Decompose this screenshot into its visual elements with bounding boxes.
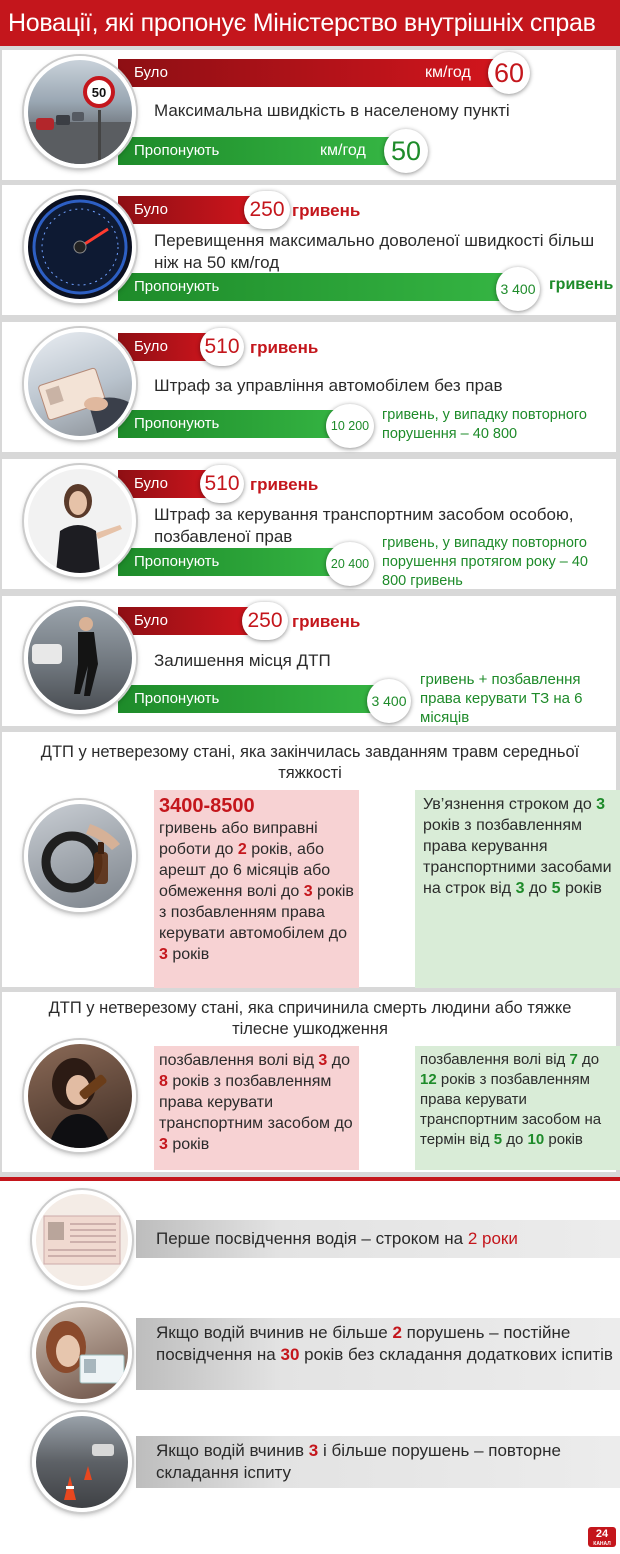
speed-sign-photo — [24, 56, 136, 168]
item-description: Перевищення максимально доволеної швидкості більш ніж на 50 км/год — [154, 231, 595, 272]
item-description: Максимальна швидкість в населеному пункті — [154, 101, 510, 120]
driver-license-photo — [32, 1190, 132, 1290]
license-rule-first — [136, 1220, 620, 1258]
new-value: 3 400 — [371, 693, 407, 709]
old-value-bubble — [488, 52, 530, 94]
penalty-number: 3 — [515, 880, 525, 897]
penalty-number: 3 — [318, 1052, 328, 1069]
new-value-note: гривень + позбавлення права керувати ТЗ на 6 місяців — [420, 671, 583, 726]
proposed-label: Пропонують — [134, 553, 220, 570]
proposed-label: Пропонують — [134, 690, 220, 707]
was-label: Було — [134, 475, 168, 492]
proposed-bar — [118, 273, 513, 301]
penalty-number: 3 — [303, 883, 313, 900]
old-unit: гривень — [250, 338, 319, 357]
penalty-text: до — [502, 1131, 528, 1148]
old-value: 510 — [204, 335, 240, 358]
penalty-number: 5 — [551, 880, 561, 897]
item-description: Залишення місця ДТП — [154, 651, 331, 670]
new-value: 10 200 — [330, 419, 370, 433]
new-value-note: гривень, у випадку повторного порушення – 40 800 — [382, 407, 587, 442]
new-value: 20 400 — [330, 557, 370, 571]
penalty-text: років — [544, 1131, 583, 1148]
penalty-number: 7 — [569, 1051, 578, 1068]
new-value-bubble — [326, 542, 374, 586]
license-rule-few-violations — [136, 1318, 620, 1390]
dui-death-current-penalty — [154, 1046, 359, 1170]
was-label: Було — [134, 64, 168, 81]
dui-injury-current-penalty — [154, 790, 359, 988]
old-value: 60 — [493, 58, 525, 88]
proposed-bar — [118, 548, 348, 576]
penalty-text: до — [577, 1051, 600, 1068]
woman-shrugging-photo — [24, 465, 136, 577]
new-value-bubble — [367, 679, 411, 723]
license-rule-many-violations — [136, 1436, 620, 1488]
dui-death-proposed-penalty — [415, 1046, 620, 1170]
penalty-number: 3 — [159, 1136, 168, 1153]
new-unit: км/год — [320, 142, 366, 159]
logo-number: 24 — [595, 1528, 609, 1540]
penalty-text: років — [167, 1136, 210, 1153]
fine-range: 3400-8500 — [159, 795, 255, 817]
old-unit: км/год — [425, 64, 471, 81]
penalty-text: років з позбавленням права керувати транспортним засобом до — [159, 1073, 353, 1132]
old-value-bubble — [244, 191, 290, 229]
old-value: 250 — [247, 609, 283, 632]
new-value-bubble — [384, 129, 428, 173]
dui-injury-proposed-penalty — [415, 790, 620, 988]
dui-death-title: ДТП у нетверезому стані, яка спричинила смерть людини або тяжке тілесне ушкодження — [48, 999, 572, 1038]
rule-text: Перше посвідчення водія – строком на — [156, 1229, 468, 1248]
penalty-text: років з позбавленням права керувати транспортним засобом на термін від — [420, 1071, 602, 1148]
item-description: Штраф за управління автомобілем без прав — [154, 376, 503, 395]
old-value: 510 — [204, 472, 240, 495]
rule-text: порушень – постійне посвідчення на — [156, 1323, 571, 1364]
penalty-text: позбавлення волі від — [159, 1052, 319, 1069]
penalty-text: до — [524, 880, 552, 897]
dui-injury-title: ДТП у нетверезому стані, яка закінчилась завданням травм середньої тяжкості — [40, 743, 580, 782]
page-title: Новації, які пропонує Міністерство внутрішніх справ — [0, 0, 620, 46]
item-description: Штраф за керування транспортним засобом особою, позбавленої прав — [154, 505, 574, 546]
speedometer-photo — [24, 191, 136, 303]
old-unit: гривень — [292, 201, 361, 220]
driving-test-cones-photo — [32, 1412, 132, 1512]
old-value-bubble — [200, 465, 244, 503]
penalty-number: 2 — [237, 841, 247, 858]
rule-text: і більше порушень – повторне складання іспиту — [156, 1441, 561, 1482]
penalty-text: років з позбавленням права керувати автомобілем до — [159, 883, 354, 942]
penalty-number: 12 — [420, 1071, 437, 1088]
was-label: Було — [134, 612, 168, 629]
was-label: Було — [134, 201, 168, 218]
rule-number: 2 — [392, 1323, 402, 1342]
rule-text: Якщо водій вчинив — [156, 1441, 309, 1460]
channel-logo — [588, 1527, 616, 1547]
penalty-text: гривень або виправні роботи до — [159, 820, 318, 858]
drunk-driver-photo — [24, 800, 136, 912]
rule-text: Якщо водій вчинив не більше — [156, 1323, 393, 1342]
old-unit: гривень — [250, 475, 319, 494]
was-bar — [118, 196, 258, 224]
proposed-bar — [118, 685, 388, 713]
penalty-text: позбавлення волі від — [420, 1051, 570, 1068]
proposed-bar — [118, 410, 348, 438]
penalty-text: років — [560, 880, 602, 897]
rule-text: роки — [477, 1229, 518, 1248]
proposed-label: Пропонують — [134, 278, 220, 295]
proposed-label: Пропонують — [134, 415, 220, 432]
penalty-number: 5 — [493, 1131, 503, 1148]
rule-number: 3 — [308, 1441, 319, 1460]
penalty-text: років, або арешт до 6 місяців або обмеження волі до — [159, 841, 331, 900]
svg-text:50: 50 — [91, 85, 107, 100]
was-bar — [118, 607, 258, 635]
new-value: 3 400 — [500, 281, 536, 297]
new-value-bubble — [326, 404, 374, 448]
penalty-text: років — [167, 946, 210, 963]
penalty-text: Ув’язнення строком до — [423, 796, 597, 813]
running-man-photo — [24, 602, 136, 714]
penalty-number: 3 — [159, 946, 168, 963]
penalty-text: до — [327, 1052, 351, 1069]
was-label: Було — [134, 338, 168, 355]
old-value-bubble — [242, 602, 288, 640]
old-value: 250 — [249, 198, 285, 221]
woman-drinking-photo — [24, 1040, 136, 1152]
penalty-number: 3 — [596, 796, 606, 813]
logo-subtitle: КАНАЛ — [593, 1541, 611, 1547]
license-check-photo — [24, 328, 136, 440]
proposed-label: Пропонують — [134, 142, 220, 159]
new-value-note: гривень, у випадку повторного порушення протягом року – 40 800 гривень — [382, 535, 588, 589]
new-value-bubble — [496, 267, 540, 311]
rule-text: років без складання додаткових іспитів — [299, 1345, 613, 1364]
rule-number: 30 — [280, 1345, 300, 1364]
woman-with-license-photo — [32, 1303, 132, 1403]
old-unit: гривень — [292, 612, 361, 631]
new-value: 50 — [390, 136, 422, 166]
penalty-number: 10 — [527, 1131, 545, 1148]
penalty-number: 8 — [159, 1073, 168, 1090]
penalty-text: років з позбавленням права керування транспортними засобами на строк від — [423, 817, 612, 897]
rule-number: 2 — [467, 1229, 478, 1248]
new-unit: гривень — [549, 276, 614, 293]
old-value-bubble — [200, 328, 244, 366]
